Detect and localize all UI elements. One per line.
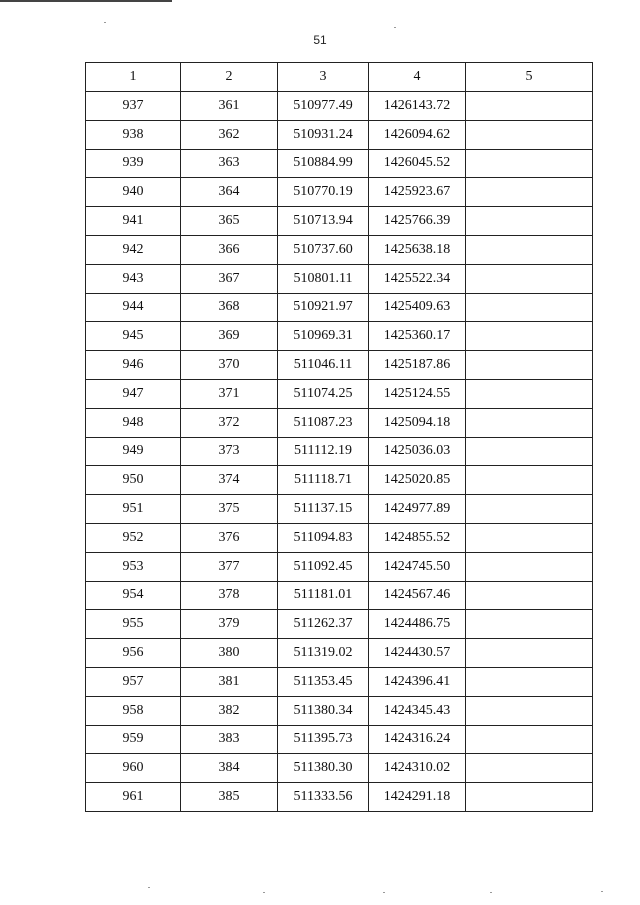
coordinate-y-cell: 1424316.24	[369, 725, 466, 754]
coordinate-y-cell: 1426045.52	[369, 149, 466, 178]
point-number-cell: 368	[181, 293, 278, 322]
point-number-cell: 364	[181, 178, 278, 207]
coordinate-y-cell: 1425187.86	[369, 351, 466, 380]
coordinate-x-cell: 511092.45	[278, 552, 369, 581]
row-number-cell: 956	[86, 639, 181, 668]
point-number-cell: 363	[181, 149, 278, 178]
scan-edge-line	[0, 0, 172, 2]
coordinate-x-cell: 511094.83	[278, 523, 369, 552]
point-number-cell: 379	[181, 610, 278, 639]
column-header-3: 3	[278, 63, 369, 92]
point-number-cell: 385	[181, 783, 278, 812]
row-number-cell: 948	[86, 408, 181, 437]
note-cell	[466, 149, 593, 178]
point-number-cell: 378	[181, 581, 278, 610]
point-number-cell: 371	[181, 379, 278, 408]
table-row	[86, 667, 593, 696]
coordinate-x-cell: 511353.45	[278, 667, 369, 696]
coordinate-x-cell: 510770.19	[278, 178, 369, 207]
row-number-cell: 941	[86, 207, 181, 236]
coordinate-x-cell: 511395.73	[278, 725, 369, 754]
point-number-cell: 383	[181, 725, 278, 754]
point-number-cell: 369	[181, 322, 278, 351]
note-cell	[466, 552, 593, 581]
point-number-cell: 370	[181, 351, 278, 380]
row-number-cell: 955	[86, 610, 181, 639]
row-number-cell: 943	[86, 264, 181, 293]
table-row	[86, 437, 593, 466]
coordinate-x-cell: 511333.56	[278, 783, 369, 812]
table-row	[86, 149, 593, 178]
table-row	[86, 552, 593, 581]
coordinate-x-cell: 511380.34	[278, 696, 369, 725]
coordinate-x-cell: 511181.01	[278, 581, 369, 610]
note-cell	[466, 754, 593, 783]
point-number-cell: 381	[181, 667, 278, 696]
coordinate-table	[85, 62, 593, 812]
table-row	[86, 466, 593, 495]
point-number-cell: 380	[181, 639, 278, 668]
table-row	[86, 207, 593, 236]
note-cell	[466, 264, 593, 293]
coordinate-y-cell: 1424291.18	[369, 783, 466, 812]
coordinate-x-cell: 511380.30	[278, 754, 369, 783]
table-row	[86, 725, 593, 754]
row-number-cell: 937	[86, 92, 181, 121]
table-row	[86, 293, 593, 322]
row-number-cell: 946	[86, 351, 181, 380]
note-cell	[466, 437, 593, 466]
page-number: 51	[313, 33, 327, 47]
table-row	[86, 523, 593, 552]
coordinate-y-cell: 1424486.75	[369, 610, 466, 639]
coordinate-y-cell: 1424567.46	[369, 581, 466, 610]
note-cell	[466, 379, 593, 408]
coordinate-y-cell: 1425124.55	[369, 379, 466, 408]
coordinate-y-cell: 1425766.39	[369, 207, 466, 236]
row-number-cell: 944	[86, 293, 181, 322]
table-row	[86, 408, 593, 437]
table-row	[86, 754, 593, 783]
point-number-cell: 366	[181, 235, 278, 264]
coordinate-y-cell: 1424430.57	[369, 639, 466, 668]
row-number-cell: 959	[86, 725, 181, 754]
coordinate-x-cell: 510921.97	[278, 293, 369, 322]
row-number-cell: 949	[86, 437, 181, 466]
note-cell	[466, 523, 593, 552]
header-row	[86, 63, 593, 92]
coordinate-y-cell: 1425036.03	[369, 437, 466, 466]
point-number-cell: 374	[181, 466, 278, 495]
point-number-cell: 361	[181, 92, 278, 121]
coordinate-y-cell: 1425094.18	[369, 408, 466, 437]
coordinate-x-cell: 511087.23	[278, 408, 369, 437]
point-number-cell: 384	[181, 754, 278, 783]
row-number-cell: 958	[86, 696, 181, 725]
note-cell	[466, 207, 593, 236]
note-cell	[466, 235, 593, 264]
table-row	[86, 495, 593, 524]
table-row	[86, 351, 593, 380]
coordinate-x-cell: 511074.25	[278, 379, 369, 408]
note-cell	[466, 351, 593, 380]
note-cell	[466, 783, 593, 812]
note-cell	[466, 408, 593, 437]
row-number-cell: 945	[86, 322, 181, 351]
point-number-cell: 382	[181, 696, 278, 725]
row-number-cell: 960	[86, 754, 181, 783]
scan-speck	[601, 891, 603, 892]
coordinate-x-cell: 510737.60	[278, 235, 369, 264]
note-cell	[466, 696, 593, 725]
table-row	[86, 783, 593, 812]
table-row	[86, 696, 593, 725]
row-number-cell: 953	[86, 552, 181, 581]
table-row	[86, 581, 593, 610]
coordinate-y-cell: 1424745.50	[369, 552, 466, 581]
coordinate-x-cell: 510969.31	[278, 322, 369, 351]
coordinate-y-cell: 1426094.62	[369, 120, 466, 149]
row-number-cell: 951	[86, 495, 181, 524]
coordinate-y-cell: 1424977.89	[369, 495, 466, 524]
coordinate-x-cell: 511112.19	[278, 437, 369, 466]
row-number-cell: 952	[86, 523, 181, 552]
table-row	[86, 92, 593, 121]
table-row	[86, 264, 593, 293]
row-number-cell: 939	[86, 149, 181, 178]
table-row	[86, 379, 593, 408]
coordinate-x-cell: 510884.99	[278, 149, 369, 178]
table-body	[86, 92, 593, 812]
point-number-cell: 375	[181, 495, 278, 524]
row-number-cell: 961	[86, 783, 181, 812]
point-number-cell: 365	[181, 207, 278, 236]
point-number-cell: 377	[181, 552, 278, 581]
row-number-cell: 950	[86, 466, 181, 495]
coordinate-y-cell: 1424310.02	[369, 754, 466, 783]
note-cell	[466, 178, 593, 207]
scan-speck	[104, 22, 106, 23]
scan-speck	[394, 27, 396, 28]
table-row	[86, 120, 593, 149]
point-number-cell: 362	[181, 120, 278, 149]
note-cell	[466, 581, 593, 610]
note-cell	[466, 725, 593, 754]
row-number-cell: 954	[86, 581, 181, 610]
coordinate-x-cell: 511118.71	[278, 466, 369, 495]
row-number-cell: 957	[86, 667, 181, 696]
table-row	[86, 322, 593, 351]
coordinate-y-cell: 1426143.72	[369, 92, 466, 121]
row-number-cell: 947	[86, 379, 181, 408]
coordinate-y-cell: 1425409.63	[369, 293, 466, 322]
coordinate-x-cell: 510713.94	[278, 207, 369, 236]
coordinate-x-cell: 510931.24	[278, 120, 369, 149]
coordinate-x-cell: 511319.02	[278, 639, 369, 668]
coordinate-y-cell: 1425638.18	[369, 235, 466, 264]
note-cell	[466, 466, 593, 495]
point-number-cell: 367	[181, 264, 278, 293]
row-number-cell: 942	[86, 235, 181, 264]
note-cell	[466, 639, 593, 668]
row-number-cell: 938	[86, 120, 181, 149]
note-cell	[466, 667, 593, 696]
coordinate-y-cell: 1425020.85	[369, 466, 466, 495]
point-number-cell: 373	[181, 437, 278, 466]
column-header-4: 4	[369, 63, 466, 92]
column-header-1: 1	[86, 63, 181, 92]
coordinate-x-cell: 511262.37	[278, 610, 369, 639]
note-cell	[466, 610, 593, 639]
scan-speck	[383, 892, 385, 893]
coordinate-y-cell: 1425360.17	[369, 322, 466, 351]
note-cell	[466, 293, 593, 322]
coordinate-x-cell: 510801.11	[278, 264, 369, 293]
coordinate-y-cell: 1424345.43	[369, 696, 466, 725]
table-row	[86, 235, 593, 264]
note-cell	[466, 322, 593, 351]
note-cell	[466, 495, 593, 524]
scan-speck	[263, 892, 265, 893]
table-row	[86, 178, 593, 207]
note-cell	[466, 120, 593, 149]
column-header-2: 2	[181, 63, 278, 92]
note-cell	[466, 92, 593, 121]
coordinate-x-cell: 510977.49	[278, 92, 369, 121]
coordinate-x-cell: 511046.11	[278, 351, 369, 380]
point-number-cell: 372	[181, 408, 278, 437]
coordinate-y-cell: 1424396.41	[369, 667, 466, 696]
row-number-cell: 940	[86, 178, 181, 207]
table-row	[86, 610, 593, 639]
scan-speck	[148, 887, 150, 888]
column-header-5: 5	[466, 63, 593, 92]
point-number-cell: 376	[181, 523, 278, 552]
coordinate-y-cell: 1425522.34	[369, 264, 466, 293]
scan-speck	[490, 892, 492, 893]
table-row	[86, 639, 593, 668]
coordinate-x-cell: 511137.15	[278, 495, 369, 524]
coordinate-y-cell: 1425923.67	[369, 178, 466, 207]
coordinate-y-cell: 1424855.52	[369, 523, 466, 552]
table-header	[86, 63, 593, 92]
